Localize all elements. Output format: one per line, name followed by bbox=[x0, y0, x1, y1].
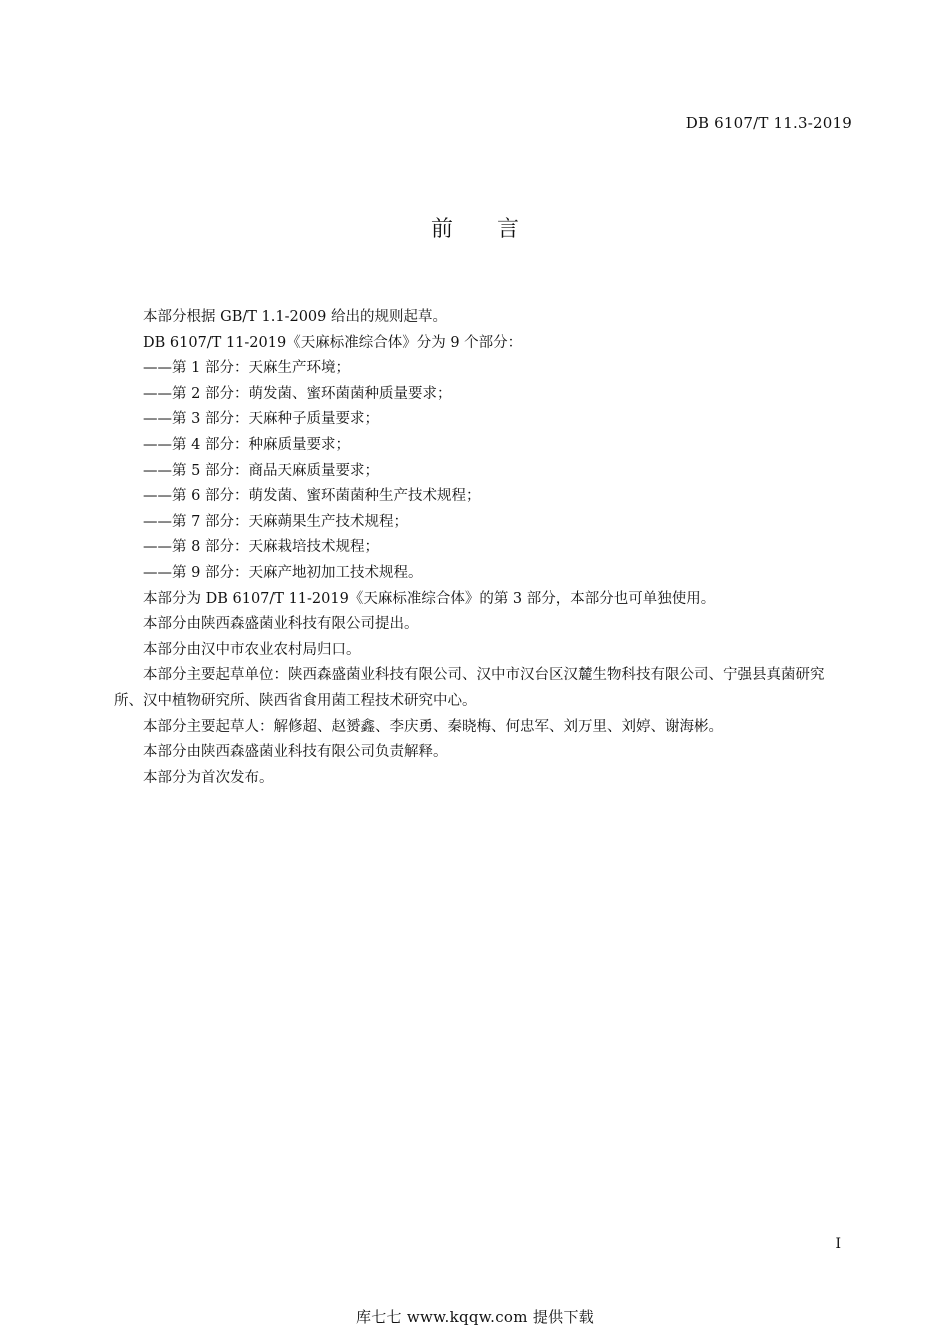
paragraph: 本部分根据 GB/T 1.1-2009 给出的规则起草。 bbox=[143, 309, 447, 325]
list-item: ——第 8 部分：天麻栽培技术规程； bbox=[143, 539, 379, 556]
paragraph: 本部分为 DB 6107/T 11-2019《天麻标准综合体》的第 3 部分，本部分也可单独使用。 bbox=[143, 590, 716, 607]
list-item: ——第 3 部分：天麻种子质量要求； bbox=[143, 411, 379, 428]
paragraph: 本部分由陕西森盛菌业科技有限公司提出。 bbox=[143, 616, 419, 633]
document-header-code: DB 6107/T 11.3-2019 bbox=[685, 114, 852, 132]
paragraph: 本部分由陕西森盛菌业科技有限公司负责解释。 bbox=[143, 744, 448, 761]
paragraph: 本部分为首次发布。 bbox=[143, 769, 274, 786]
footer-text: 库七七 www.kqqw.com 提供下载 bbox=[355, 1308, 595, 1326]
paragraph: 本部分主要起草人：解修超、赵赟鑫、李庆勇、秦晓梅、何忠军、刘万里、刘婷、谢海彬。 bbox=[143, 718, 723, 735]
paragraph: 本部分主要起草单位：陕西森盛菌业科技有限公司、汉中市汉台区汉麓生物科技有限公司、宁强县真菌研究所、汉中植物研究所、陕西省食用菌工程技术研究中心。 bbox=[114, 667, 825, 709]
list-item: ——第 9 部分：天麻产地初加工技术规程。 bbox=[143, 564, 423, 581]
page-title: 前言 bbox=[430, 217, 563, 242]
list-item: ——第 1 部分：天麻生产环境； bbox=[143, 360, 350, 377]
paragraph: 本部分由汉中市农业农村局归口。 bbox=[143, 641, 361, 658]
list-item: ——第 5 部分：商品天麻质量要求； bbox=[143, 462, 379, 479]
list-item: ——第 2 部分：萌发菌、蜜环菌菌种质量要求； bbox=[143, 385, 452, 402]
paragraph: DB 6107/T 11-2019《天麻标准综合体》分为 9 个部分： bbox=[143, 334, 523, 351]
list-item: ——第 6 部分：萌发菌、蜜环菌菌种生产技术规程； bbox=[143, 488, 481, 505]
list-item: ——第 7 部分：天麻蒴果生产技术规程； bbox=[143, 513, 408, 530]
body-text bbox=[114, 305, 836, 791]
page-number: I bbox=[835, 1236, 841, 1252]
list-item: ——第 4 部分：种麻质量要求； bbox=[143, 436, 350, 453]
